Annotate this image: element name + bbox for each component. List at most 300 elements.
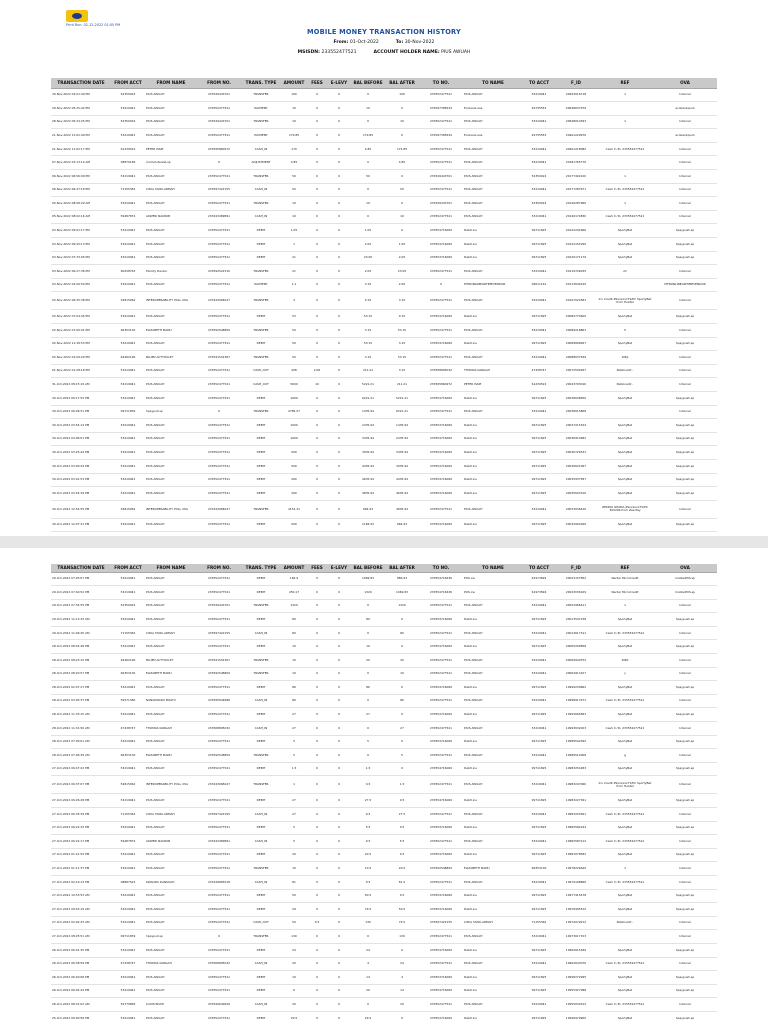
table-cell: 0 <box>385 681 419 695</box>
table-cell: 5.5 <box>385 835 419 849</box>
table-cell: 0 <box>307 265 327 279</box>
table-cell: 66353130 <box>111 749 145 763</box>
table-cell: 233595644898 <box>197 694 241 708</box>
table-cell: 233597422155 <box>197 183 241 197</box>
table-cell: 233554716069 <box>419 943 463 957</box>
table-cell: 02-Nov-2022 06:35:38 PM <box>51 292 111 310</box>
table-cell: TRANSFER <box>241 197 281 211</box>
table-cell: 233554716069 <box>419 446 463 460</box>
table-cell: 0 <box>307 654 327 668</box>
table-cell: 19999230862 <box>555 681 597 695</box>
table-row <box>51 749 717 763</box>
table-cell: 2.05 <box>385 278 419 292</box>
table-row <box>51 835 717 849</box>
table-cell: DEBIT <box>241 391 281 405</box>
table-row <box>51 599 717 613</box>
table-cell: hpaypush.sp <box>653 903 717 917</box>
table-cell: 53219941 <box>111 459 145 473</box>
table-row <box>51 862 717 876</box>
msisdn-label: MSISDN: <box>297 50 320 55</box>
table-cell: 09711825 <box>523 432 555 446</box>
table-cell: 09711825 <box>523 794 555 808</box>
table-row <box>51 654 717 668</box>
table-cell: 233552477521 <box>419 626 463 640</box>
table-cell: PIUS AWUAH <box>463 776 523 794</box>
table-cell: momoInterest.sp <box>145 156 197 170</box>
table-cell: 0.5 <box>351 808 385 822</box>
table-cell: Internal <box>653 808 717 822</box>
table-cell: 53219941 <box>523 776 555 794</box>
table-cell: 0 <box>307 599 327 613</box>
table-cell: 53219941 <box>111 708 145 722</box>
table-cell: TRANSFER <box>241 265 281 279</box>
table-cell: 4.85 <box>351 142 385 156</box>
table-row <box>51 170 717 184</box>
table-cell: 233549443701 <box>197 88 241 102</box>
table-cell: mobilePOS.sp <box>653 586 717 600</box>
table-cell: PIUS AWUAH <box>463 265 523 279</box>
table-cell: 14 <box>351 971 385 985</box>
table-cell: Internal <box>653 210 717 224</box>
table-cell: 23.05 <box>385 265 419 279</box>
table-cell: 20.5 <box>385 862 419 876</box>
table-cell: 233552477521 <box>197 224 241 238</box>
table-cell: 233554716069 <box>419 640 463 654</box>
table-cell: 4 <box>351 957 385 971</box>
table-row <box>51 640 717 654</box>
table-cell: 1320 <box>351 586 385 600</box>
table-cell: 27 <box>281 708 307 722</box>
table-cell: 20089770400 <box>555 310 597 324</box>
table-row <box>51 808 717 822</box>
table-cell: 19958272995 <box>555 971 597 985</box>
table-cell: 10 <box>281 102 307 116</box>
table-cell: PIUS AWUAH <box>145 586 197 600</box>
table-cell: 80 <box>385 626 419 640</box>
table-cell: 233554716069 <box>419 903 463 917</box>
table-cell: Internal <box>653 364 717 378</box>
table-cell: 1Ntb <box>597 654 653 668</box>
table-cell: 1000 <box>281 432 307 446</box>
table-cell: 0 <box>307 337 327 351</box>
table-cell: 0 <box>351 183 385 197</box>
table-cell: 0 <box>351 722 385 736</box>
table-cell: 29-Oct-2022 07:05:07 PM <box>51 572 111 586</box>
table-cell: 0.5 <box>385 821 419 835</box>
table-cell: 1320 <box>385 599 419 613</box>
table-row <box>51 500 717 518</box>
table-cell: 5000 <box>281 378 307 392</box>
table-cell: Internal <box>653 722 717 736</box>
print-run-stamp: Print Run: 02-12-2022 01:05 PM <box>66 23 121 27</box>
table-cell: Debit.inu <box>463 459 523 473</box>
table-cell: hpaypush.sp <box>653 473 717 487</box>
table-row <box>51 889 717 903</box>
table-cell: 233554716069 <box>419 613 463 627</box>
table-cell: PIUS AWUAH <box>463 292 523 310</box>
table-row <box>51 848 717 862</box>
table-cell: 20035937587 <box>555 473 597 487</box>
table-cell: 0 <box>327 957 351 971</box>
table-cell: 0 <box>307 613 327 627</box>
table-cell: SportyBet <box>597 337 653 351</box>
table-cell: 20038048950 <box>555 391 597 405</box>
table-cell: 81 <box>281 875 307 889</box>
table-cell: 0 <box>307 749 327 763</box>
column-header: REF <box>597 564 653 572</box>
table-cell: 233552477521 <box>419 875 463 889</box>
table-cell: PIUS AWUAH <box>145 735 197 749</box>
table-cell: 53219941 <box>523 654 555 668</box>
table-cell: DEBIT <box>241 889 281 903</box>
column-header: F_ID <box>555 78 597 88</box>
table-cell: PIUS AWUAH <box>463 142 523 156</box>
table-cell: 233552477521 <box>197 337 241 351</box>
table-cell: CASH_IN <box>241 694 281 708</box>
table-cell: hpaypull.sp <box>145 405 197 419</box>
table-cell: 0 <box>307 943 327 957</box>
table-cell: 0 <box>327 749 351 763</box>
table-cell: 20 <box>351 654 385 668</box>
column-header: FROM ACCT <box>111 78 145 88</box>
table-cell: 09711825 <box>523 459 555 473</box>
table-row <box>51 572 717 586</box>
table-cell: 0 <box>351 998 385 1012</box>
table-cell: Debit.inu <box>463 238 523 252</box>
table-cell: PIUS AWUAH <box>145 640 197 654</box>
column-header: BAL AFTER <box>385 564 419 572</box>
table-cell: 233552477521 <box>197 681 241 695</box>
table-cell: 49735553 <box>523 129 555 143</box>
table-cell: 0 <box>327 310 351 324</box>
table-row <box>51 224 717 238</box>
table-cell: Internal <box>653 916 717 930</box>
table-cell: 4435.94 <box>385 473 419 487</box>
table-cell: 09711825 <box>523 446 555 460</box>
table-cell: 0 <box>327 473 351 487</box>
table-cell: 20032992266 <box>555 518 597 532</box>
table-cell: 233554716069 <box>419 391 463 405</box>
table-cell: 50 <box>281 889 307 903</box>
table-cell: 86 <box>281 681 307 695</box>
table-cell: 0 <box>327 903 351 917</box>
table-cell: 0.5 <box>351 875 385 889</box>
table-cell: CASH_IN <box>241 957 281 971</box>
table-cell: 233552477521 <box>419 930 463 944</box>
table-cell: 50 <box>281 183 307 197</box>
table-cell: 09711825 <box>523 971 555 985</box>
table-cell: 20022966411 <box>555 599 597 613</box>
table-cell: 27-Oct-2022 06:22:33 PM <box>51 821 111 835</box>
table-cell: DEBIT <box>241 446 281 460</box>
table-cell: 233592548859 <box>197 324 241 338</box>
table-cell: 20 <box>281 957 307 971</box>
table-row <box>51 518 717 532</box>
table-cell: 59571380 <box>111 694 145 708</box>
table-cell: 233549443701 <box>197 115 241 129</box>
table-cell: 24 <box>351 943 385 957</box>
table-cell: 09711825 <box>523 943 555 957</box>
table-row <box>51 626 717 640</box>
table-body <box>51 88 717 536</box>
column-header: E-LEVY <box>327 78 351 88</box>
table-cell: 233554716069 <box>419 432 463 446</box>
table-cell: Debit.inu <box>463 708 523 722</box>
table-cell: 0 <box>327 351 351 365</box>
table-cell: 233552477521 <box>419 654 463 668</box>
table-cell: SportyBet <box>597 310 653 324</box>
table-cell: 233552477521 <box>197 238 241 252</box>
table-cell: 5 <box>385 749 419 763</box>
table-cell: PIUS AWUAH <box>145 916 197 930</box>
table-cell: 26-Oct-2022 08:31:02 AM <box>51 998 111 1012</box>
table-cell: Cash In To: 233552477521 <box>597 722 653 736</box>
table-cell: 0 <box>307 170 327 184</box>
table-cell: 09711825 <box>523 681 555 695</box>
table-cell: 0 <box>351 115 385 129</box>
table-cell: TRANSFER <box>241 351 281 365</box>
table-cell: PAYMENT <box>241 278 281 292</box>
table-cell: 500 <box>281 446 307 460</box>
table-cell: 130 <box>385 930 419 944</box>
table-cell: 233552477521 <box>197 446 241 460</box>
table-cell: 233552477521 <box>419 722 463 736</box>
table-cell: Inv Credit ZSxxxxxx7S/PC SportyBet from Hubtel <box>597 292 653 310</box>
table-cell: 233243068227 <box>197 500 241 518</box>
table-cell: 86 <box>281 694 307 708</box>
table-cell: TRANSFER <box>241 292 281 310</box>
table-cell: SportyBet <box>597 391 653 405</box>
table-cell: 59487874 <box>111 835 145 849</box>
table-cell: 0 <box>327 640 351 654</box>
table-cell: 0 <box>351 599 385 613</box>
table-cell: 0 <box>327 808 351 822</box>
table-cell: 233552477521 <box>197 278 241 292</box>
table-cell: 0 <box>327 170 351 184</box>
table-row <box>51 278 717 292</box>
table-cell: 20036726531 <box>555 446 597 460</box>
table-cell: 0.15 <box>351 292 385 310</box>
table-cell: TRANSFER <box>241 776 281 794</box>
table-cell: 0 <box>327 971 351 985</box>
to-date: 30-Nov-2022 <box>404 40 435 45</box>
table-cell: 0 <box>327 794 351 808</box>
table-cell: 1184.93 <box>351 518 385 532</box>
table-cell: 3 <box>281 292 307 310</box>
table-cell: Cash In To: 233552477521 <box>597 808 653 822</box>
table-cell: 233552477521 <box>197 102 241 116</box>
column-header: BAL AFTER <box>385 78 419 88</box>
table-cell: CASH_OUT <box>241 378 281 392</box>
table-cell: 61239522 <box>523 378 555 392</box>
table-cell: PIUS AWUAH <box>145 129 197 143</box>
table-cell: LYDIA TANO-ARMAH <box>463 916 523 930</box>
table-cell: 0 <box>327 626 351 640</box>
table-cell: 1069.83 <box>351 572 385 586</box>
column-header: FROM ACCT <box>111 564 145 572</box>
table-cell: 50 <box>281 337 307 351</box>
table-cell: PIUS AWUAH <box>145 391 197 405</box>
table-cell: 53219941 <box>523 749 555 763</box>
table-cell: SportyBet <box>597 889 653 903</box>
table-cell: 0 <box>351 694 385 708</box>
table-cell: 05-Nov-2022 08:02:16 AM <box>51 210 111 224</box>
table-cell: 179.85 <box>281 129 307 143</box>
table-cell: Debit.inu <box>463 640 523 654</box>
table-row <box>51 391 717 405</box>
table-cell: 10 <box>281 971 307 985</box>
table-cell: DEBIT <box>241 640 281 654</box>
table-cell: 0.15 <box>385 310 419 324</box>
table-cell: PAYMENT <box>241 129 281 143</box>
table-cell: 21-Nov-2022 11:02:49 PM <box>51 129 111 143</box>
table-cell: 233554716636 <box>419 572 463 586</box>
table-cell: THOMAS KANGAH <box>463 364 523 378</box>
table-cell: 0 <box>327 364 351 378</box>
table-cell: 19955039312 <box>555 998 597 1012</box>
table-header <box>51 78 717 88</box>
table-cell: DEBIT <box>241 681 281 695</box>
table-cell: 09711825 <box>523 224 555 238</box>
table-row <box>51 794 717 808</box>
table-cell: 233552477521 <box>419 292 463 310</box>
table-cell: 233595860972 <box>197 142 241 156</box>
table-cell: PIUS AWUAH <box>463 930 523 944</box>
table-row <box>51 102 717 116</box>
table-cell: 02-Nov-2022 07:04:45 PM <box>51 310 111 324</box>
table-cell: PIUS AWUAH <box>463 599 523 613</box>
table-cell: 0 <box>327 419 351 433</box>
table-cell: 10.5 <box>351 862 385 876</box>
table-cell: 3935.94 <box>351 446 385 460</box>
table-cell: 61973894 <box>523 572 555 586</box>
table-cell: 233554716069 <box>419 518 463 532</box>
table-cell: PIUS AWUAH <box>145 197 197 211</box>
table-cell: PIUS AWUAH <box>145 613 197 627</box>
table-cell: 1 <box>597 88 653 102</box>
table-cell: CASH_IN <box>241 210 281 224</box>
table-cell: Internal <box>653 694 717 708</box>
table-cell: hpaypush.sp <box>653 613 717 627</box>
table-cell: 0 <box>307 957 327 971</box>
table-row <box>51 351 717 365</box>
table-cell: 53219941 <box>111 197 145 211</box>
table-cell: 233552477521 <box>197 794 241 808</box>
table-cell: SportyBet <box>597 971 653 985</box>
table-cell: CASH_IN <box>241 875 281 889</box>
table-cell: 54815062 <box>111 776 145 794</box>
table-cell: 233554716069 <box>419 487 463 501</box>
table-cell: 1435.94 <box>351 405 385 419</box>
table-row <box>51 473 717 487</box>
table-cell: LYDIA TANO-ARMAH <box>145 183 197 197</box>
table-cell: 233552477521 <box>197 129 241 143</box>
table-cell: 4635.94 <box>385 487 419 501</box>
table-cell: 1.5 <box>385 776 419 794</box>
table-cell: 0 <box>327 889 351 903</box>
table-cell: 0.5 <box>307 916 327 930</box>
table-cell: PIUS AWUAH <box>145 903 197 917</box>
table-row <box>51 930 717 944</box>
table-row <box>51 459 717 473</box>
table-cell: 0 <box>307 518 327 532</box>
column-header: TRANS. TYPE <box>241 564 281 572</box>
table-cell: TRANSFER <box>241 749 281 763</box>
table-cell: 233552477521 <box>197 586 241 600</box>
table-cell: 233592522310 <box>197 265 241 279</box>
table-cell: 233552477521 <box>419 265 463 279</box>
table-cell: 4835.94 <box>351 487 385 501</box>
table-cell: hpaypush.sp <box>653 889 717 903</box>
table-cell: TRANSFER <box>241 599 281 613</box>
table-cell: 0 <box>307 487 327 501</box>
table-cell: Internal <box>653 998 717 1012</box>
table-row <box>51 265 717 279</box>
table-cell: 233552477521 <box>419 183 463 197</box>
table-row <box>51 419 717 433</box>
table-cell: 233549649649 <box>197 998 241 1012</box>
table-cell: 53219941 <box>111 640 145 654</box>
table-cell: 09711825 <box>523 889 555 903</box>
table-cell: 6221.21 <box>385 405 419 419</box>
table-cell: 233552477521 <box>419 808 463 822</box>
table-cell: 233554716069 <box>419 473 463 487</box>
table-cell: 0 <box>307 694 327 708</box>
table-cell: THOMAS KANGAH <box>145 722 197 736</box>
table-cell: 233597422155 <box>419 916 463 930</box>
table-cell: 233552477521 <box>197 251 241 265</box>
table-cell: 5 <box>281 735 307 749</box>
table-cell: 20036910682 <box>555 432 597 446</box>
table-cell: 0 <box>385 224 419 238</box>
table-cell: SportyBet <box>597 681 653 695</box>
table-cell: mobilePOS.sp <box>653 572 717 586</box>
table-cell: hpaypush.sp <box>653 984 717 998</box>
table-cell: 233552477521 <box>197 903 241 917</box>
table-cell: 53219941 <box>523 292 555 310</box>
table-cell: SportyBet <box>597 640 653 654</box>
table-cell: SportyBet <box>597 473 653 487</box>
table-cell: 233552477521 <box>419 115 463 129</box>
table-cell: DEBIT <box>241 337 281 351</box>
table-cell: 19981078582 <box>555 848 597 862</box>
table-cell: 0 <box>307 351 327 365</box>
table-cell: 19977415478 <box>555 889 597 903</box>
table-cell: SportyBet <box>597 419 653 433</box>
table-cell: 233552477521 <box>419 500 463 518</box>
table-cell: 19976995512 <box>555 903 597 917</box>
table-cell: PETER ISSIE <box>463 378 523 392</box>
table-cell: Cash In To: 233552477521 <box>597 875 653 889</box>
table-cell: PIUS AWUAH <box>463 500 523 518</box>
table-cell: 05-Nov-2022 08:08:29 AM <box>51 197 111 211</box>
table-cell: 23.05 <box>351 251 385 265</box>
table-cell: 10 <box>281 862 307 876</box>
table-cell: 21 <box>281 251 307 265</box>
table-cell: 233243489891 <box>197 210 241 224</box>
table-cell: Debit.inu <box>463 1011 523 1024</box>
table-cell: 09711825 <box>523 419 555 433</box>
column-header: E-LEVY <box>327 564 351 572</box>
table-cell: 0 <box>327 88 351 102</box>
table-cell: 2435.94 <box>385 432 419 446</box>
table-cell: 20 <box>385 998 419 1012</box>
table-cell: 60258763 <box>111 265 145 279</box>
table-cell: 27-Oct-2022 01:21:52 PM <box>51 848 111 862</box>
table-cell: 0 <box>307 998 327 1012</box>
table-cell: PIUS AWUAH <box>145 943 197 957</box>
table-cell: 19998917671 <box>555 694 597 708</box>
